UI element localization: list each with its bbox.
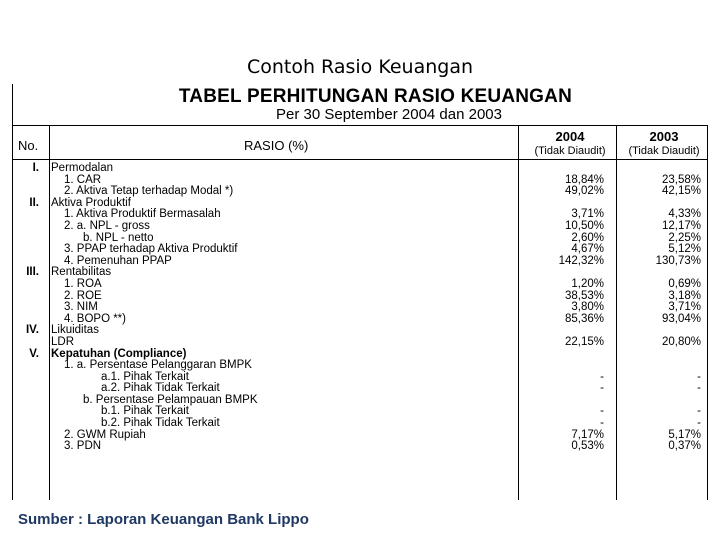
table-subtitle: Per 30 September 2004 dan 2003 [275, 106, 502, 123]
row-label: 3. NIM [64, 301, 98, 314]
row-label: 1. ROA [64, 277, 102, 290]
table-row [12, 221, 708, 233]
table-row [12, 360, 708, 372]
row-label: 3. PPAP terhadap Aktiva Produktif [64, 243, 238, 256]
value-2003: 3,71% [668, 301, 701, 314]
row-number: IV. [25, 324, 39, 337]
header-rasio: RASIO (%) [244, 138, 309, 153]
row-label: Likuiditas [51, 324, 99, 337]
value-2003: - [697, 417, 701, 430]
value-2004: - [600, 405, 604, 418]
ratio-table-document [12, 84, 709, 500]
table-body [12, 163, 708, 453]
row-label: b. NPL - netto [83, 231, 154, 244]
row-label: 3. PDN [64, 440, 102, 453]
table-row [12, 418, 708, 430]
value-2003: - [697, 382, 701, 395]
value-2004: 10,50% [564, 219, 604, 232]
value-2003: 12,17% [661, 219, 701, 232]
value-2004: 3,80% [571, 301, 604, 314]
value-2004: 0,53% [571, 440, 604, 453]
header-no: No. [18, 138, 39, 153]
value-2003: 93,04% [661, 312, 701, 325]
value-2003: 23,58% [661, 173, 701, 186]
value-2004: 4,67% [571, 243, 604, 256]
row-number: III. [26, 266, 39, 279]
value-2004: 1,20% [571, 277, 604, 290]
row-number: I. [32, 162, 39, 174]
value-2003: 5,17% [668, 428, 701, 441]
value-2003: 5,12% [668, 243, 701, 256]
table-title: TABEL PERHITUNGAN RASIO KEUANGAN [178, 86, 572, 107]
row-label: 2. a. NPL - gross [64, 219, 150, 232]
value-2003: 2,25% [668, 231, 701, 244]
value-2004: - [600, 382, 604, 395]
value-2003: 3,18% [668, 289, 701, 302]
value-2004: 3,71% [571, 208, 604, 221]
table-row [12, 302, 708, 314]
value-2004: 142,32% [558, 254, 604, 267]
row-label: LDR [51, 335, 75, 348]
value-2004: 2,60% [571, 231, 604, 244]
value-2004: 85,36% [564, 312, 604, 325]
value-2004: 7,17% [571, 428, 604, 441]
header-year-2004-note: (Tidak Diaudit) [534, 145, 606, 157]
table-row [12, 256, 708, 268]
row-label: 1. CAR [64, 173, 102, 186]
row-label: 4. Pemenuhan PPAP [64, 254, 172, 267]
row-label: 2. ROE [64, 289, 102, 302]
row-label: b. Persentase Pelampauan BMPK [83, 393, 258, 406]
row-label: Aktiva Produktif [51, 196, 131, 209]
slide-title: Contoh Rasio Keuangan [246, 56, 474, 78]
value-2004: - [600, 417, 604, 430]
value-2003: - [697, 370, 701, 383]
header-year-2003-note: (Tidak Diaudit) [628, 145, 700, 157]
table-row [12, 279, 708, 291]
value-2003: 0,69% [668, 277, 701, 290]
row-label: 1. a. Persentase Pelanggaran BMPK [64, 359, 252, 372]
row-label: Rentabilitas [51, 266, 112, 279]
row-number: V. [29, 347, 39, 360]
value-2003: 0,37% [668, 440, 701, 453]
value-2004: 18,84% [564, 173, 604, 186]
table-row [12, 337, 708, 349]
value-2003: 4,33% [668, 208, 701, 221]
value-2004: 22,15% [564, 335, 604, 348]
value-2004: 49,02% [564, 185, 604, 198]
ratio-table [12, 125, 708, 500]
value-2003: 130,73% [655, 254, 701, 267]
header-divider [12, 159, 708, 160]
row-label: a.2. Pihak Tidak Terkait [101, 382, 220, 395]
row-label: a.1. Pihak Terkait [101, 370, 190, 383]
header-year-2003: 2003 [649, 129, 679, 144]
row-label: Permodalan [51, 162, 114, 174]
value-2003: - [697, 405, 701, 418]
value-2003: 20,80% [661, 335, 701, 348]
row-label: b.1. Pihak Terkait [101, 405, 190, 418]
value-2004: 38,53% [564, 289, 604, 302]
table-row [12, 441, 708, 453]
row-label: 4. BOPO **) [64, 312, 126, 325]
row-number: II. [29, 196, 39, 209]
row-label: Kepatuhan (Compliance) [51, 347, 187, 360]
header-year-2004: 2004 [555, 129, 585, 144]
value-2004: - [600, 370, 604, 383]
value-2003: 42,15% [661, 185, 701, 198]
row-label: 1. Aktiva Produktif Bermasalah [64, 208, 221, 221]
row-label: b.2. Pihak Tidak Terkait [101, 417, 220, 430]
row-label: 2. Aktiva Tetap terhadap Modal *) [64, 185, 234, 198]
row-label: 2. GWM Rupiah [64, 428, 146, 441]
source-caption: Sumber : Laporan Keuangan Bank Lippo [18, 511, 309, 528]
table-row [12, 163, 708, 175]
table-row [12, 314, 708, 326]
table-row [12, 244, 708, 256]
